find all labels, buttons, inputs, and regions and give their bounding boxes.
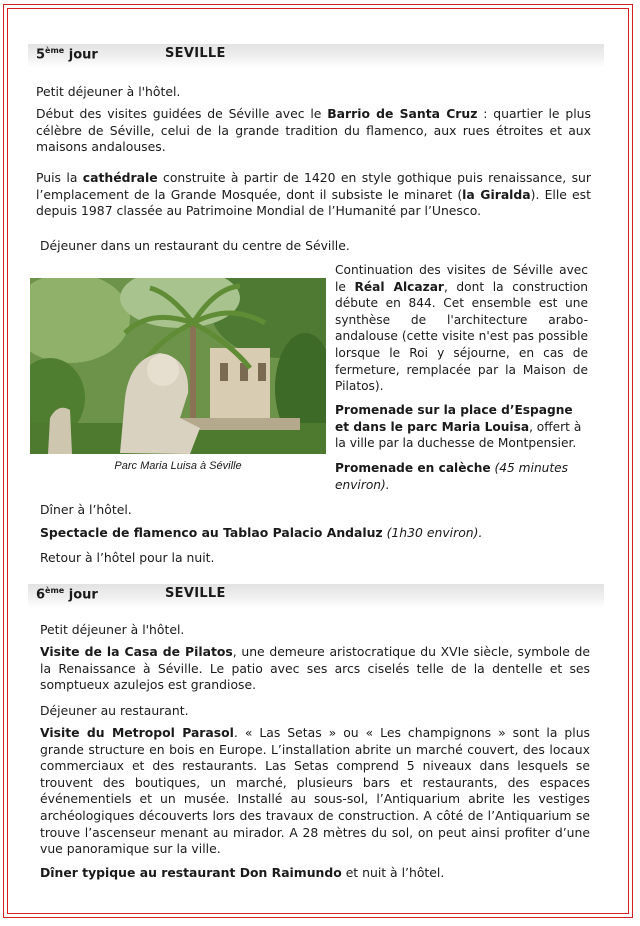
park-photo bbox=[30, 278, 326, 454]
day6-dinner: Dîner typique au restaurant Don Raimundo et nuit à l’hôtel. bbox=[40, 865, 445, 880]
day6-lunch: Déjeuner au restaurant. bbox=[40, 703, 189, 718]
day5-flamenco: Spectacle de flamenco au Tablao Palacio Andaluz (1h30 environ). bbox=[40, 525, 483, 540]
day6-metropol-paragraph: Visite du Metropol Parasol. « Las Setas » ou « Les champignons » sont la plus grande structure en bois en Europe. L’installation abrite un marché couvert, des locaux commerciaux et des restaurants. Las Setas comprend 5 niveaux dans lesquels se trouvent des boutiques, un marché, plusieurs bars et restaurants, des espaces événementiels et un musée. Installé au sous-sol, l’Antiquarium abrite les vestiges archéologiques découverts lors des travaux de construction. A côté de l’Antiquarium se trouve l’ascenseur menant au mirador. A 28 mètres du sol, on peut ainsi profiter d’une vue panoramique sur la ville. bbox=[40, 725, 590, 857]
day6-label: 6ème jour bbox=[36, 586, 98, 603]
day6-city: SEVILLE bbox=[165, 586, 226, 601]
day5-cathedral-paragraph: Puis la cathédrale construite à partir de 1420 en style gothique puis renaissance, sur l’emplacement de la Grande Mosquée, dont il subsiste le minaret (la Giralda). Elle est depuis 1987 classée au Patrimoine Mondial de l’Humanité par l’Unesco. bbox=[36, 170, 591, 219]
day6-pilatos-paragraph: Visite de la Casa de Pilatos, une demeure aristocratique du XVIe siècle, symbole de la Renaissance à Séville. Le patio avec ses arcs ciselés telle de la dentelle et ses somptueux azulejos est grandiose. bbox=[40, 644, 590, 693]
day5-city: SEVILLE bbox=[165, 46, 226, 61]
photo-caption: Parc Maria Luisa à Séville bbox=[114, 460, 242, 472]
day5-return: Retour à l’hôtel pour la nuit. bbox=[40, 550, 215, 565]
day5-breakfast: Petit déjeuner à l'hôtel. bbox=[36, 84, 181, 99]
day5-alcazar-paragraph: Continuation des visites de Séville avec le Réal Alcazar, dont la construction débute en 844. Cet ensemble est une synthèse de l'architecture arabo-andalouse (cette visite n'est pas possible lorsque le Roi y séjourne, en cas de fermeture, remplacée par la Maison de Pilatos). bbox=[335, 263, 588, 394]
day6-breakfast: Petit déjeuner à l'hôtel. bbox=[40, 622, 185, 637]
day5-header bbox=[28, 44, 604, 68]
day5-label: 5ème jour bbox=[36, 46, 98, 63]
day5-santa-cruz-paragraph: Début des visites guidées de Séville avec le Barrio de Santa Cruz : quartier le plus célèbre de Séville, celui de la grande tradition du flamenco, aux rues étroites et aux maisons andalouses. bbox=[36, 106, 591, 155]
day5-caleche-paragraph: Promenade en calèche (45 minutes environ). bbox=[335, 461, 569, 492]
park-photo-illustration bbox=[30, 278, 326, 454]
day5-espagne-paragraph: Promenade sur la place d’Espagne et dans le parc Maria Louisa, offert à la ville par la duchesse de Montpensier. bbox=[335, 403, 582, 451]
day5-dinner: Dîner à l’hôtel. bbox=[40, 502, 132, 517]
day6-header bbox=[28, 584, 604, 608]
day5-lunch: Déjeuner dans un restaurant du centre de Séville. bbox=[40, 238, 350, 253]
